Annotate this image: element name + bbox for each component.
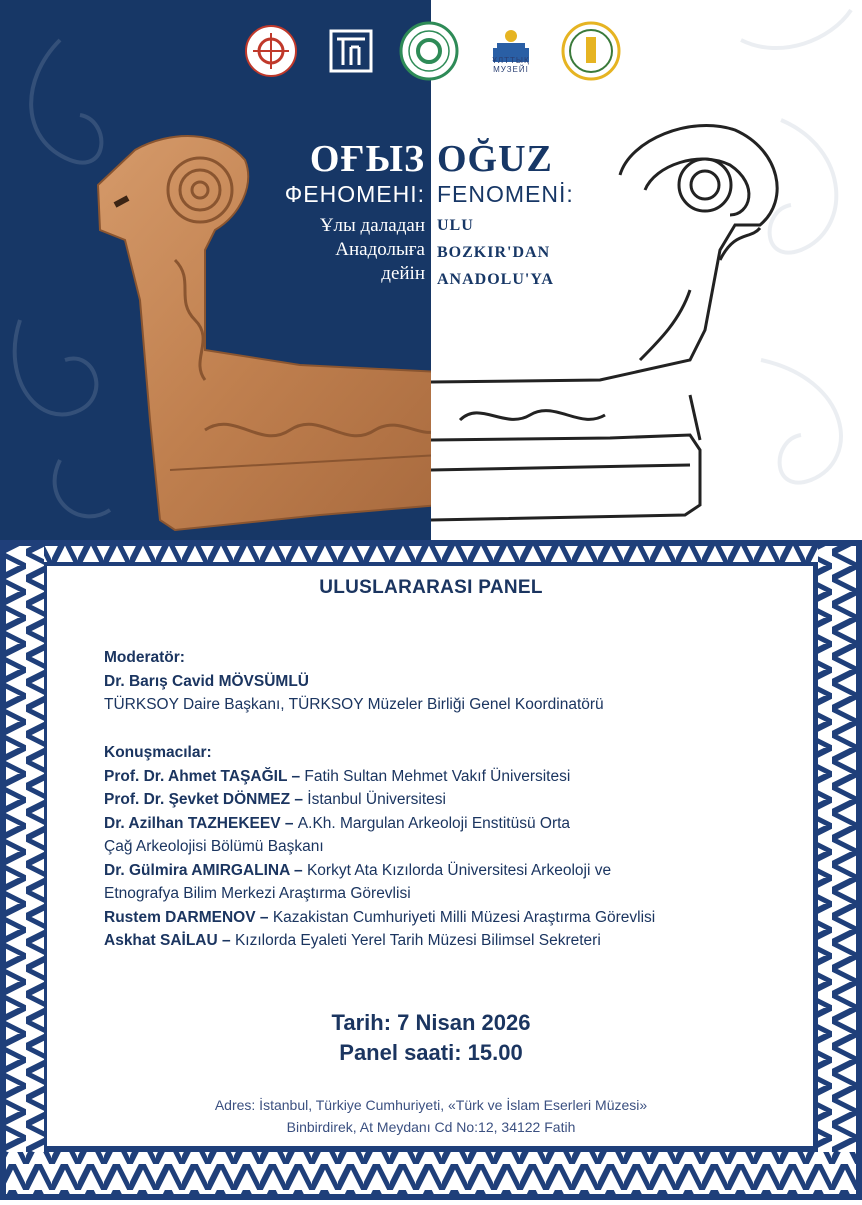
title-tr-sub-1: ULU [437,217,474,234]
moderator-role: TÜRKSOY Daire Başkanı, TÜRKSOY Müzeler Birliği Genel Koordinatörü [104,696,604,713]
speaker-name: Dr. Azilhan TAZHEKEEV [104,814,281,832]
speaker-affiliation: İstanbul Üniversitesi [307,791,446,808]
speaker-affiliation: Kızılorda Eyaleti Yerel Tarih Müzesi Bilimsel Sekreteri [234,932,601,949]
speakers-label: Konuşmacılar: [104,744,212,761]
title-tr-sub-2: BOZKIR'DAN [437,244,551,261]
speaker-name: Askhat SAİLAU – [104,932,231,949]
title-tr-sub-3: ANADOLU'YA [437,271,554,288]
speaker-separator: – [280,814,298,832]
speaker-name: Prof. Dr. Ahmet TAŞAĞIL [104,767,288,785]
event-date: Tarih: 7 Nisan 2026 [331,1010,531,1035]
speaker-item [104,788,804,812]
speakers-section [104,741,804,953]
speaker-separator: – [287,767,305,785]
speaker-affiliation: Kazakistan Cumhuriyeti Milli Müzesi Araştırma Görevlisi [272,908,656,926]
panel-heading: ULUSLARARASI PANEL [319,577,543,598]
speaker-item [104,812,804,859]
title-tr-phenomenon: FENOMENİ: [437,181,574,207]
title-kz-sub-3: дейін [381,263,425,284]
title-kz-sub-1: Ұлы даладан [319,215,425,236]
speaker-affiliation-cont: Etnografya Bilim Merkezi Araştırma Görevlisi [104,885,411,902]
speaker-name: Rustem DARMENOV – [104,908,269,926]
ministry-logo [240,18,302,84]
regional-logo [560,18,622,84]
title-kz-sub-2: Анадолыға [335,239,425,260]
poster-header [0,0,862,540]
title-tr-main: OĞUZ [437,138,553,180]
moderator-name: Dr. Barış Cavid MÖVSÜMLÜ [104,672,309,690]
museum-caption: ҰЛТТЫҚ МУЗЕЙІ [492,56,530,74]
title-kazakh [285,138,431,286]
event-time: Panel saati: 15.00 [339,1040,523,1065]
moderator-label: Moderatör: [104,649,185,666]
speaker-item [104,765,804,789]
partner-logos [240,18,630,90]
speaker-item [104,929,804,953]
speaker-affiliation: Fatih Sultan Mehmet Vakıf Üniversitesi [304,767,571,785]
speaker-item [104,906,804,930]
title-turkish [431,138,574,293]
title-kz-phenomenon: ФЕНОМЕНІ: [284,181,425,207]
turksoy-logo [398,18,460,84]
title-kz-main: ОҒЫЗ [309,138,425,180]
address-line-1: Adres: İstanbul, Türkiye Cumhuriyeti, «Türk ve İslam Eserleri Müzesi» [214,1097,648,1113]
tiem-logo [320,18,382,84]
speaker-affiliation-cont: Çağ Arkeolojisi Bölümü Başkanı [104,838,324,855]
speaker-name: Prof. Dr. Şevket DÖNMEZ – [104,791,303,808]
speaker-item [104,859,804,906]
speaker-affiliation: Korkyt Ata Kızılorda Üniversitesi Arkeoloji ve [306,861,612,879]
moderator-section [104,646,804,717]
address-line-2: Binbirdirek, At Meydanı Cd No:12, 34122 Fatih [286,1119,576,1135]
speaker-name: Dr. Gülmira AMIRGALINA – [104,861,303,879]
speaker-affiliation: A.Kh. Margulan Arkeoloji Enstitüsü Orta [297,814,571,832]
national-museum-logo [480,18,542,84]
